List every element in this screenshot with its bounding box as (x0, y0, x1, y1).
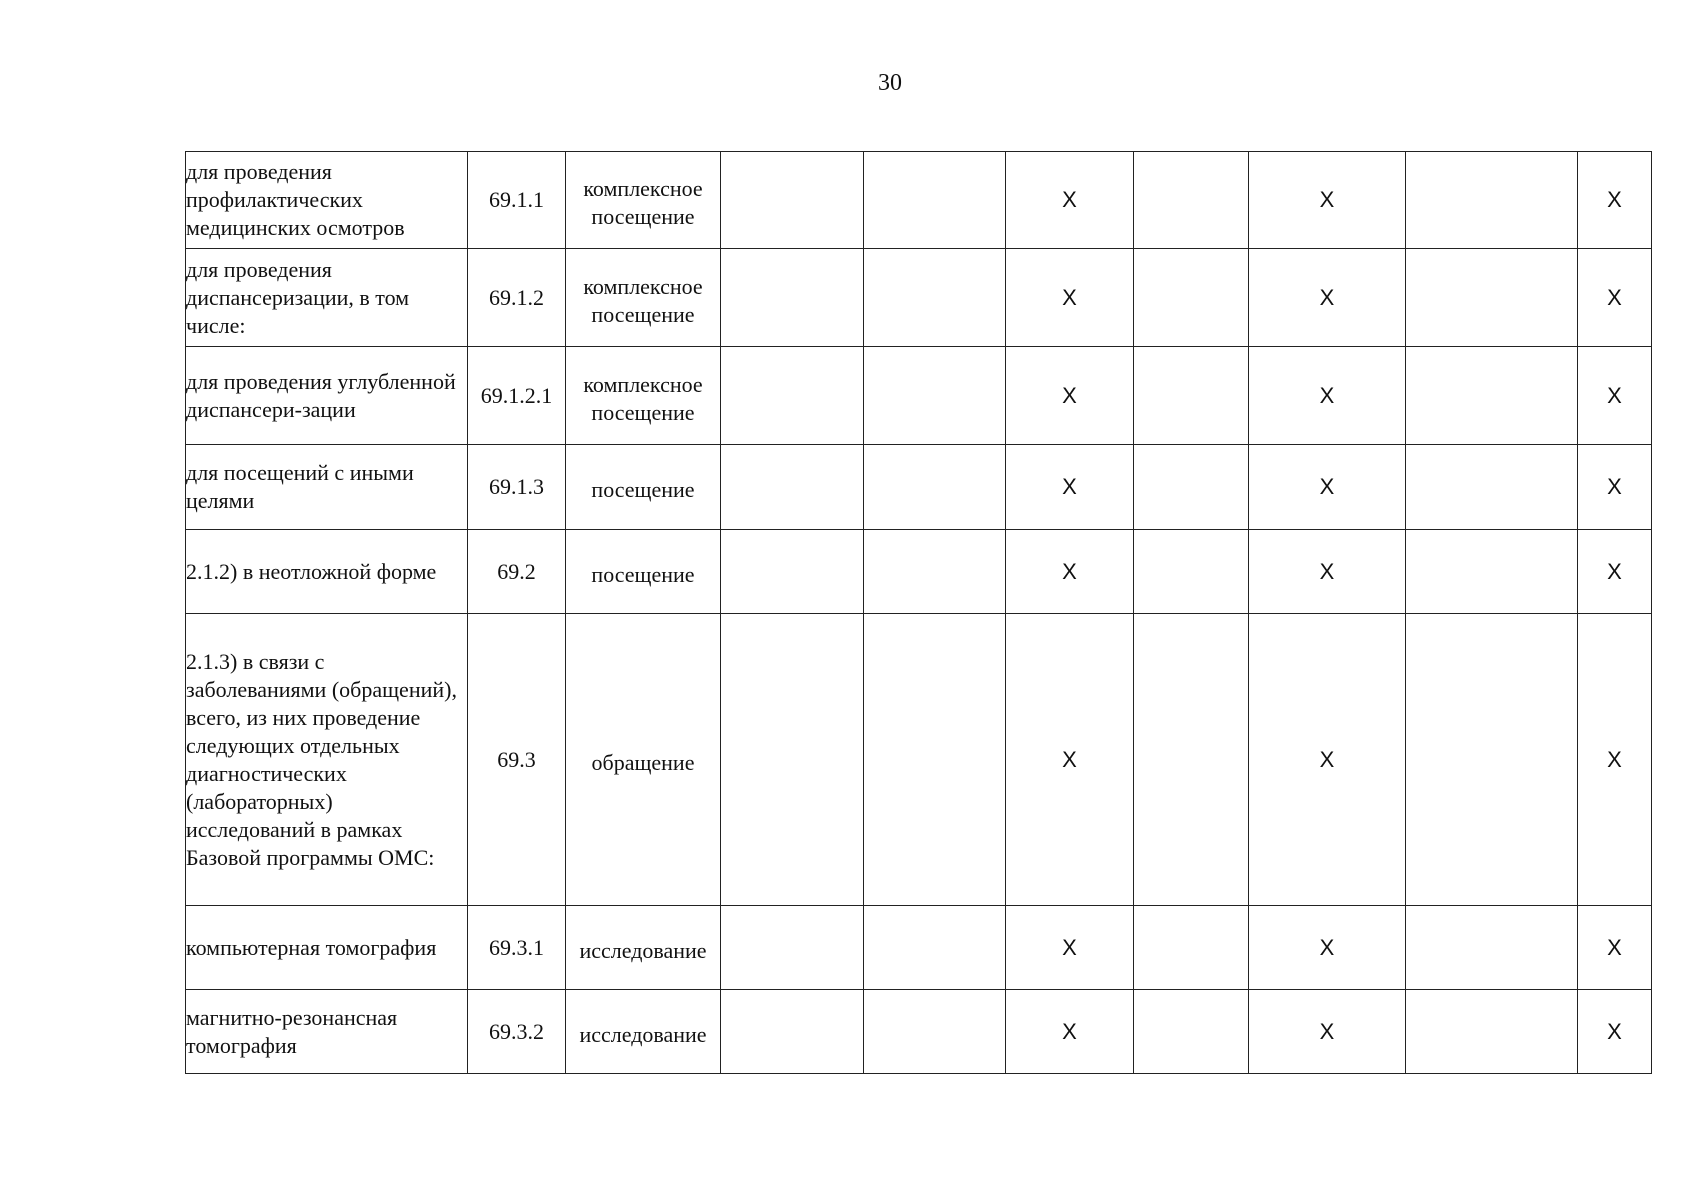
empty-cell (721, 530, 864, 614)
empty-cell (1406, 530, 1578, 614)
row-name-cell: магнитно-резонансная томография (186, 990, 468, 1074)
table-row (186, 152, 1652, 249)
empty-cell (864, 249, 1006, 347)
empty-cell (1134, 347, 1249, 445)
row-unit-cell (566, 990, 721, 1074)
page-number: 30 (878, 70, 902, 96)
row-code-cell: 69.3.1 (468, 906, 566, 990)
empty-cell (721, 347, 864, 445)
row-name-cell: для посещений с иными целями (186, 445, 468, 530)
row-unit-text: обращение (591, 749, 695, 775)
row-unit-text: комплексное посещение (583, 371, 703, 425)
empty-cell (1406, 347, 1578, 445)
row-unit-cell (566, 906, 721, 990)
row-unit-cell (566, 614, 721, 906)
data-table (185, 151, 1652, 1074)
empty-cell (721, 990, 864, 1074)
x-mark-cell: X (1249, 152, 1406, 249)
x-mark-cell: X (1249, 990, 1406, 1074)
x-mark-cell: X (1249, 249, 1406, 347)
row-unit-text: исследование (579, 1021, 707, 1047)
row-unit-cell (566, 530, 721, 614)
empty-cell (1406, 249, 1578, 347)
empty-cell (864, 347, 1006, 445)
x-mark-cell: X (1578, 445, 1652, 530)
empty-cell (721, 614, 864, 906)
table-row (186, 249, 1652, 347)
empty-cell (864, 152, 1006, 249)
x-mark-cell: X (1006, 990, 1134, 1074)
x-mark-cell: X (1006, 152, 1134, 249)
empty-cell (1406, 906, 1578, 990)
empty-cell (1134, 530, 1249, 614)
empty-cell (1406, 990, 1578, 1074)
x-mark-cell: X (1578, 249, 1652, 347)
x-mark-cell: X (1006, 347, 1134, 445)
row-unit-text: исследование (579, 937, 707, 963)
row-unit-cell (566, 445, 721, 530)
x-mark-cell: X (1249, 614, 1406, 906)
empty-cell (864, 990, 1006, 1074)
table-row (186, 530, 1652, 614)
x-mark-cell: X (1578, 990, 1652, 1074)
x-mark-cell: X (1249, 906, 1406, 990)
empty-cell (1134, 445, 1249, 530)
empty-cell (1134, 906, 1249, 990)
row-unit-text: комплексное посещение (583, 273, 703, 327)
row-unit-cell (566, 347, 721, 445)
empty-cell (1406, 445, 1578, 530)
row-name-cell: для проведения углубленной диспансери-зации (186, 347, 468, 445)
empty-cell (1406, 152, 1578, 249)
empty-cell (864, 906, 1006, 990)
x-mark-cell: X (1578, 906, 1652, 990)
row-unit-text: посещение (591, 561, 695, 587)
empty-cell (864, 445, 1006, 530)
row-code-cell: 69.3 (468, 614, 566, 906)
row-code-cell: 69.1.2.1 (468, 347, 566, 445)
x-mark-cell: X (1578, 347, 1652, 445)
row-code-cell: 69.1.1 (468, 152, 566, 249)
empty-cell (864, 530, 1006, 614)
x-mark-cell: X (1578, 614, 1652, 906)
table-row (186, 445, 1652, 530)
empty-cell (721, 249, 864, 347)
empty-cell (1406, 614, 1578, 906)
empty-cell (721, 906, 864, 990)
row-name-cell: 2.1.2) в неотложной форме (186, 530, 468, 614)
x-mark-cell: X (1249, 445, 1406, 530)
row-name-cell: для проведения профилактических медицинских осмотров (186, 152, 468, 249)
row-code-cell: 69.3.2 (468, 990, 566, 1074)
x-mark-cell: X (1006, 249, 1134, 347)
x-mark-cell: X (1006, 614, 1134, 906)
table-row (186, 906, 1652, 990)
empty-cell (721, 152, 864, 249)
x-mark-cell: X (1006, 445, 1134, 530)
row-code-cell: 69.1.2 (468, 249, 566, 347)
row-name-cell: 2.1.3) в связи с заболеваниями (обращений), всего, из них проведение следующих отдельных диагностических (лабораторных) исследований в рамках Базовой программы ОМС: (186, 614, 468, 906)
x-mark-cell: X (1006, 530, 1134, 614)
empty-cell (1134, 249, 1249, 347)
x-mark-cell: X (1249, 530, 1406, 614)
x-mark-cell: X (1578, 152, 1652, 249)
x-mark-cell: X (1006, 906, 1134, 990)
empty-cell (1134, 990, 1249, 1074)
x-mark-cell: X (1578, 530, 1652, 614)
table-row (186, 347, 1652, 445)
empty-cell (864, 614, 1006, 906)
table-row (186, 614, 1652, 906)
empty-cell (1134, 614, 1249, 906)
table-row (186, 990, 1652, 1074)
empty-cell (1134, 152, 1249, 249)
row-unit-cell (566, 249, 721, 347)
row-unit-cell (566, 152, 721, 249)
row-name-cell: компьютерная томография (186, 906, 468, 990)
row-unit-text: комплексное посещение (583, 176, 703, 229)
empty-cell (721, 445, 864, 530)
x-mark-cell: X (1249, 347, 1406, 445)
row-code-cell: 69.1.3 (468, 445, 566, 530)
row-name-cell: для проведения диспансеризации, в том числе: (186, 249, 468, 347)
row-unit-text: посещение (591, 477, 695, 502)
row-code-cell: 69.2 (468, 530, 566, 614)
